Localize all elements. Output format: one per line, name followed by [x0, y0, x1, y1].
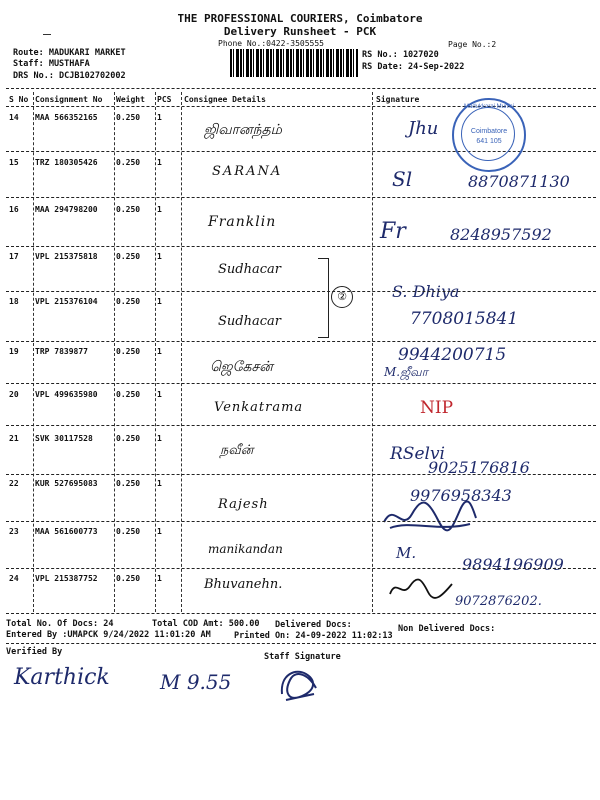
- row-consignment: VPL 215375818: [35, 252, 98, 261]
- row-weight: 0.250: [116, 574, 141, 583]
- staff-signature-scribble: [276, 664, 322, 704]
- total-docs: Total No. Of Docs: 24: [6, 619, 114, 629]
- row-rule: [6, 341, 596, 342]
- col-pcs: PCS: [157, 95, 172, 104]
- row-sno: 24: [9, 574, 19, 583]
- row-pcs: 1: [157, 158, 162, 167]
- row-weight: 0.250: [116, 205, 141, 214]
- phone-handwriting: 9976958343: [410, 486, 512, 505]
- drs-number: DRS No.: DCJB102702002: [13, 71, 126, 81]
- page-number: Page No.:2: [448, 40, 497, 49]
- total-cod: Total COD Amt: 500.00: [152, 619, 260, 629]
- row-consignment: TRP 7839877: [35, 347, 88, 356]
- row-consignment: VPL 499635980: [35, 390, 98, 399]
- header-rule-top: [6, 88, 596, 89]
- consignee-handwriting: ஜிவானந்தம்: [204, 122, 282, 138]
- col-consignee: Consignee Details: [184, 95, 266, 104]
- row-rule: [6, 197, 596, 198]
- row-pcs: 1: [157, 390, 162, 399]
- signature-scribble: [380, 498, 480, 534]
- col-divider: [33, 92, 34, 612]
- row-consignment: KUR 527695083: [35, 479, 98, 488]
- row-pcs: 1: [157, 205, 162, 214]
- row-weight: 0.250: [116, 347, 141, 356]
- row-consignment: SVK 30117528: [35, 434, 93, 443]
- row-pcs: 1: [157, 527, 162, 536]
- row-weight: 0.250: [116, 113, 141, 122]
- circled-count-text: ②: [337, 290, 347, 303]
- mark-dash: [43, 34, 51, 35]
- row-consignment: TRZ 180305426: [35, 158, 98, 167]
- rs-date: RS Date: 24-Sep-2022: [362, 62, 465, 72]
- phone-handwriting: 8870871130: [468, 172, 570, 191]
- row-pcs: 1: [157, 574, 162, 583]
- consignee-handwriting: Sudhacar: [218, 262, 281, 277]
- row-rule: [6, 425, 596, 426]
- route: Route: MADUKARI MARKET: [13, 48, 126, 58]
- row-consignment: VPL 215376104: [35, 297, 98, 306]
- row-sno: 18: [9, 297, 19, 306]
- row-rule: [6, 613, 596, 614]
- consignee-handwriting: Venkatrama: [214, 400, 304, 415]
- stamp-top-text: Madukkarai Munici: [463, 104, 515, 110]
- stamp-pin: 641 105: [476, 138, 502, 145]
- phone-handwriting: 8248957592: [450, 225, 552, 244]
- signature-scribble: Fr: [380, 219, 406, 244]
- staff: Staff: MUSTHAFA: [13, 59, 90, 69]
- signature-scribble: RSelvi: [390, 444, 445, 464]
- consignee-handwriting: manikandan: [208, 542, 283, 556]
- consignee-handwriting: Sudhacar: [218, 314, 281, 329]
- col-divider: [114, 92, 115, 612]
- row-rule: [6, 383, 596, 384]
- row-consignment: MAA 566352165: [35, 113, 98, 122]
- col-divider: [372, 92, 373, 612]
- row-sno: 22: [9, 479, 19, 488]
- row-pcs: 1: [157, 347, 162, 356]
- row-sno: 20: [9, 390, 19, 399]
- row-sno: 21: [9, 434, 19, 443]
- row-sno: 17: [9, 252, 19, 261]
- verifier-signature: Karthick: [14, 665, 110, 690]
- bracket-mark: [318, 258, 329, 338]
- consignee-handwriting: Rajesh: [218, 497, 269, 512]
- row-weight: 0.250: [116, 527, 141, 536]
- row-sno: 14: [9, 113, 19, 122]
- col-consignment: Consignment No: [35, 95, 103, 104]
- staff-signature-label: Staff Signature: [264, 652, 341, 662]
- row-sno: 23: [9, 527, 19, 536]
- signature-scribble: Jhu: [408, 118, 439, 139]
- document-title: Delivery Runsheet - PCK: [223, 25, 377, 38]
- entered-by: Entered By :UMAPCK 9/24/2022 11:01:20 AM: [6, 630, 211, 640]
- row-weight: 0.250: [116, 158, 141, 167]
- delivered-docs: Delivered Docs:: [275, 620, 352, 630]
- row-sno: 16: [9, 205, 19, 214]
- row-rule: [6, 246, 596, 247]
- phone-handwriting: 9025176816: [428, 458, 530, 477]
- phone-handwriting: 7708015841: [410, 309, 519, 329]
- row-pcs: 1: [157, 252, 162, 261]
- row-weight: 0.250: [116, 297, 141, 306]
- consignee-handwriting: Bhuvanehn.: [204, 577, 283, 592]
- barcode: [230, 49, 358, 77]
- row-consignment: MAA 561600773: [35, 527, 98, 536]
- verifier-initials: M 9.55: [160, 670, 232, 694]
- phone-handwriting: 9944200715: [398, 345, 507, 365]
- row-pcs: 1: [157, 113, 162, 122]
- consignee-handwriting: SARANA: [212, 164, 283, 179]
- rs-number: RS No.: 1027020: [362, 50, 439, 60]
- consignee-handwriting: Franklin: [208, 214, 277, 230]
- row-pcs: 1: [157, 479, 162, 488]
- row-weight: 0.250: [116, 434, 141, 443]
- row-weight: 0.250: [116, 390, 141, 399]
- row-rule: [6, 474, 596, 475]
- circled-count: [331, 286, 353, 308]
- phone-handwriting: 9072876202.: [455, 594, 542, 609]
- col-divider: [155, 92, 156, 612]
- row-consignment: VPL 215387752: [35, 574, 98, 583]
- row-sno: 19: [9, 347, 19, 356]
- col-divider: [181, 92, 182, 612]
- row-rule: [6, 568, 596, 569]
- signature-scribble: M.ஜீவா: [384, 365, 428, 379]
- row-weight: 0.250: [116, 252, 141, 261]
- row-pcs: 1: [157, 297, 162, 306]
- stamp-city: Coimbatore: [470, 128, 508, 135]
- consignee-handwriting: ஜெகேசன்: [210, 359, 273, 375]
- verified-by-label: Verified By: [6, 647, 63, 657]
- phone-handwriting: 9894196909: [462, 555, 564, 574]
- signature-scribble: S. Dhiya: [392, 282, 460, 301]
- row-pcs: 1: [157, 434, 162, 443]
- row-rule: [6, 521, 596, 522]
- municipal-stamp: [452, 98, 526, 172]
- signature-scribble: Sl: [392, 167, 413, 191]
- phone-number: Phone No.:0422-3505555: [218, 39, 324, 48]
- printed-on: Printed On: 24-09-2022 11:02:13: [234, 631, 393, 641]
- col-weight: Weight: [116, 95, 145, 104]
- consignee-handwriting: நவீன்: [220, 443, 254, 458]
- footer-rule: [6, 643, 596, 644]
- row-weight: 0.250: [116, 479, 141, 488]
- col-signature: Signature: [376, 95, 420, 104]
- row-rule: [6, 291, 596, 292]
- row-consignment: MAA 294798200: [35, 205, 98, 214]
- company-name: THE PROFESSIONAL COURIERS, Coimbatore: [177, 12, 423, 25]
- col-sno: S No: [9, 95, 29, 104]
- signature-scribble: M.: [396, 544, 417, 562]
- row-sno: 15: [9, 158, 19, 167]
- signature-scribble: [386, 576, 456, 600]
- not-in-premises-note: NIP: [420, 398, 454, 418]
- non-delivered-docs: Non Delivered Docs:: [398, 624, 496, 634]
